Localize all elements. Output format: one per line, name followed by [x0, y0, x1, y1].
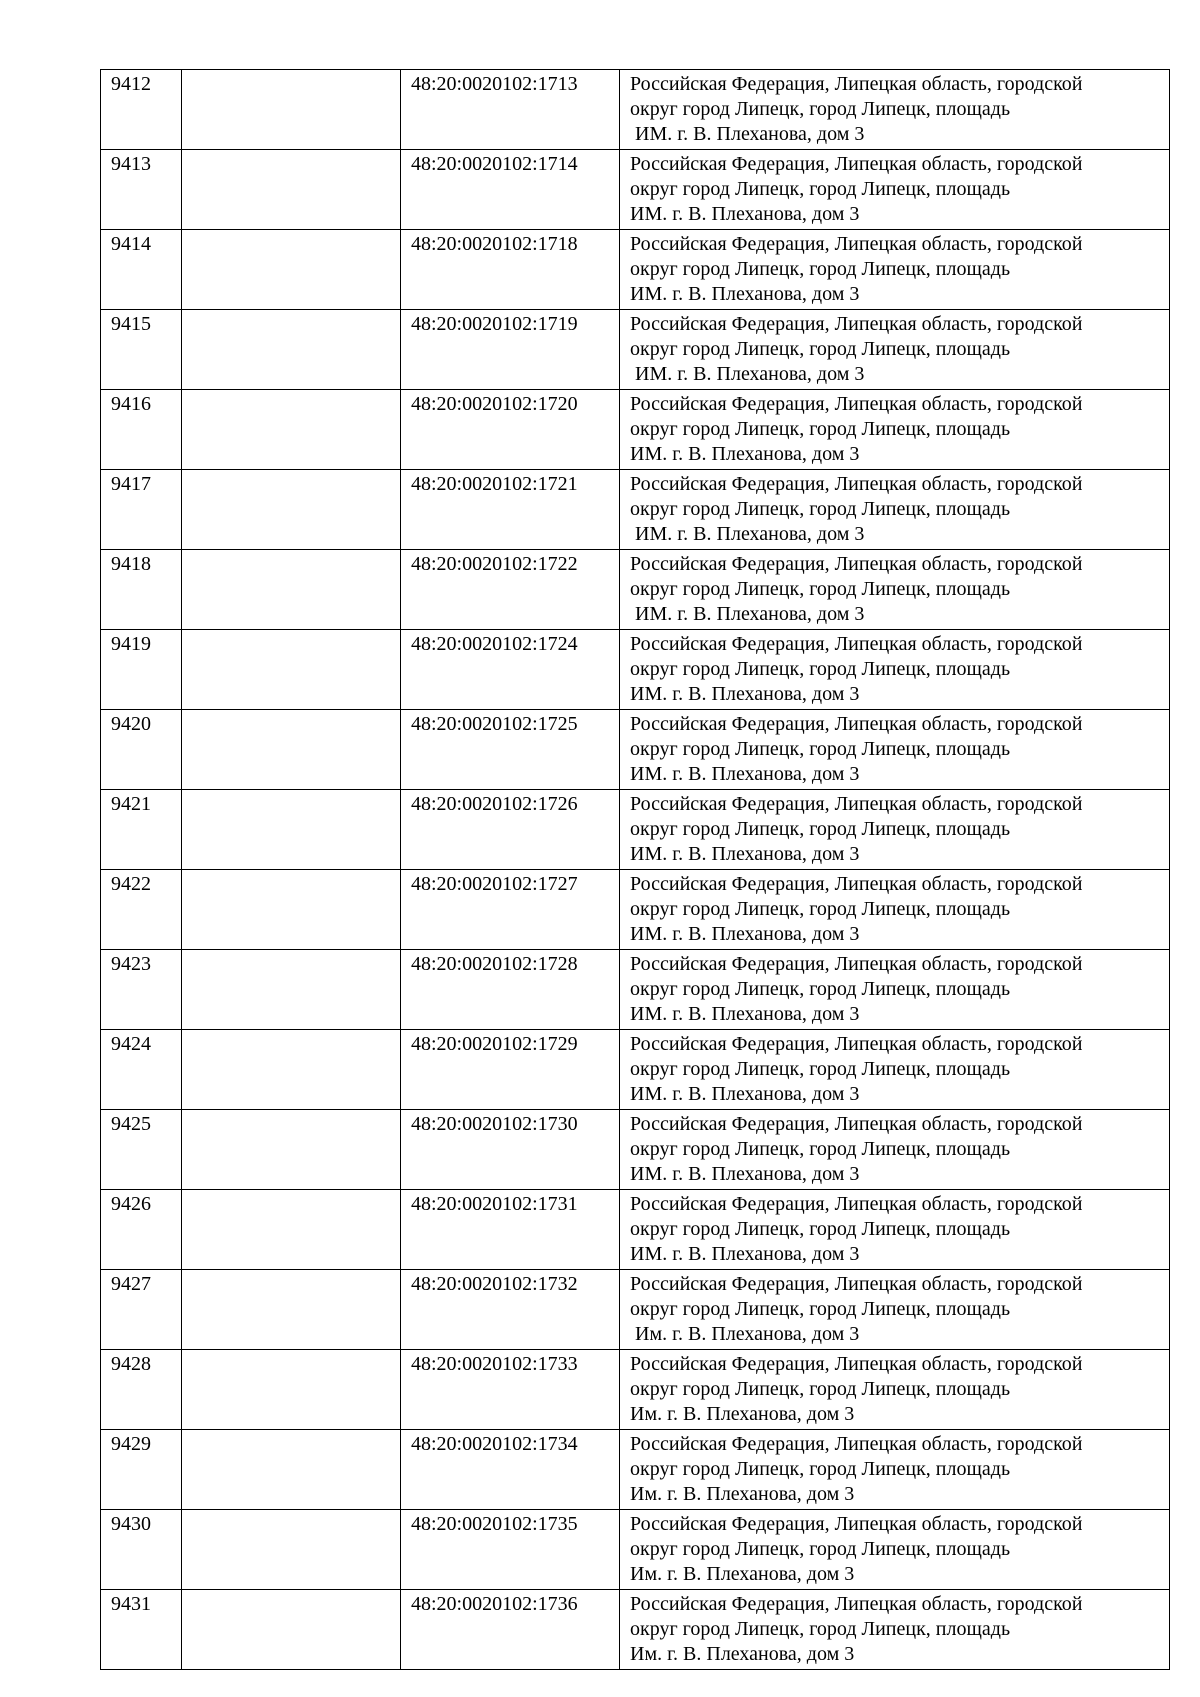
address-cell: [620, 630, 1170, 710]
address-line: ИМ. г. В. Плеханова, дом 3: [630, 1163, 860, 1185]
address-line: Российская Федерация, Липецкая область, городской: [630, 393, 1083, 415]
address-line: Российская Федерация, Липецкая область, городской: [630, 873, 1083, 895]
row-number-cell: 9425: [101, 1110, 182, 1190]
owner-cell: [182, 550, 401, 630]
address-line: Российская Федерация, Липецкая область, городской: [630, 1513, 1083, 1535]
address-line: ИМ. г. В. Плеханова, дом 3: [630, 923, 860, 945]
row-number-cell: 9413: [101, 150, 182, 230]
address-cell: [620, 870, 1170, 950]
address-line: ИМ. г. В. Плеханова, дом 3: [630, 443, 860, 465]
table-row: [101, 630, 1170, 710]
row-number-cell: 9421: [101, 790, 182, 870]
address-line: Им. г. В. Плеханова, дом 3: [635, 1323, 860, 1345]
address-line: округ город Липецк, город Липецк, площадь: [630, 1218, 1011, 1240]
table-row: [101, 1110, 1170, 1190]
address-line: Российская Федерация, Липецкая область, городской: [630, 73, 1083, 95]
address-line: округ город Липецк, город Липецк, площадь: [630, 658, 1011, 680]
cadastral-number-cell: 48:20:0020102:1732: [401, 1270, 620, 1350]
address-line: Российская Федерация, Липецкая область, городской: [630, 713, 1083, 735]
address-line: Российская Федерация, Липецкая область, городской: [630, 1353, 1083, 1375]
owner-cell: [182, 1030, 401, 1110]
owner-cell: [182, 1190, 401, 1270]
cadastral-number-cell: 48:20:0020102:1734: [401, 1430, 620, 1510]
address-line: ИМ. г. В. Плеханова, дом 3: [630, 843, 860, 865]
owner-cell: [182, 870, 401, 950]
address-line: округ город Липецк, город Липецк, площадь: [630, 578, 1011, 600]
address-line: ИМ. г. В. Плеханова, дом 3: [635, 523, 865, 545]
row-number-cell: 9416: [101, 390, 182, 470]
owner-cell: [182, 1110, 401, 1190]
row-number-cell: 9428: [101, 1350, 182, 1430]
address-cell: [620, 1270, 1170, 1350]
address-line: Российская Федерация, Липецкая область, городской: [630, 793, 1083, 815]
address-line: округ город Липецк, город Липецк, площадь: [630, 898, 1011, 920]
address-line: Им. г. В. Плеханова, дом 3: [630, 1483, 855, 1505]
table-row: [101, 1350, 1170, 1430]
address-line: округ город Липецк, город Липецк, площадь: [630, 258, 1011, 280]
cadastral-number-cell: 48:20:0020102:1720: [401, 390, 620, 470]
address-cell: [620, 1030, 1170, 1110]
table-row: [101, 230, 1170, 310]
address-line: ИМ. г. В. Плеханова, дом 3: [630, 283, 860, 305]
owner-cell: [182, 150, 401, 230]
address-line: Российская Федерация, Липецкая область, городской: [630, 153, 1083, 175]
address-cell: [620, 70, 1170, 150]
address-line: Российская Федерация, Липецкая область, городской: [630, 1273, 1083, 1295]
address-line: ИМ. г. В. Плеханова, дом 3: [630, 1243, 860, 1265]
address-cell: [620, 1510, 1170, 1590]
address-line: Российская Федерация, Липецкая область, городской: [630, 1033, 1083, 1055]
owner-cell: [182, 390, 401, 470]
address-cell: [620, 390, 1170, 470]
address-line: округ город Липецк, город Липецк, площадь: [630, 738, 1011, 760]
owner-cell: [182, 310, 401, 390]
row-number-cell: 9414: [101, 230, 182, 310]
owner-cell: [182, 950, 401, 1030]
table-row: [101, 1270, 1170, 1350]
cadastral-number-cell: 48:20:0020102:1733: [401, 1350, 620, 1430]
address-cell: [620, 1590, 1170, 1670]
row-number-cell: 9417: [101, 470, 182, 550]
address-cell: [620, 150, 1170, 230]
owner-cell: [182, 710, 401, 790]
address-line: округ город Липецк, город Липецк, площадь: [630, 1538, 1011, 1560]
address-line: ИМ. г. В. Плеханова, дом 3: [630, 1003, 860, 1025]
owner-cell: [182, 1270, 401, 1350]
address-line: ИМ. г. В. Плеханова, дом 3: [635, 363, 865, 385]
cadastral-number-cell: 48:20:0020102:1731: [401, 1190, 620, 1270]
address-line: округ город Липецк, город Липецк, площадь: [630, 1138, 1011, 1160]
owner-cell: [182, 70, 401, 150]
row-number-cell: 9426: [101, 1190, 182, 1270]
address-cell: [620, 470, 1170, 550]
address-line: Российская Федерация, Липецкая область, городской: [630, 633, 1083, 655]
address-line: Российская Федерация, Липецкая область, городской: [630, 553, 1083, 575]
table-row: [101, 1190, 1170, 1270]
address-cell: [620, 710, 1170, 790]
cadastral-number-cell: 48:20:0020102:1730: [401, 1110, 620, 1190]
table-row: [101, 870, 1170, 950]
address-line: округ город Липецк, город Липецк, площадь: [630, 1058, 1011, 1080]
row-number-cell: 9430: [101, 1510, 182, 1590]
cadastral-number-cell: 48:20:0020102:1736: [401, 1590, 620, 1670]
address-line: Российская Федерация, Липецкая область, городской: [630, 313, 1083, 335]
row-number-cell: 9429: [101, 1430, 182, 1510]
address-line: Российская Федерация, Липецкая область, городской: [630, 1593, 1083, 1615]
table-row: [101, 1030, 1170, 1110]
address-line: Российская Федерация, Липецкая область, городской: [630, 1193, 1083, 1215]
owner-cell: [182, 230, 401, 310]
row-number-cell: 9427: [101, 1270, 182, 1350]
address-line: ИМ. г. В. Плеханова, дом 3: [635, 123, 865, 145]
cadastral-number-cell: 48:20:0020102:1722: [401, 550, 620, 630]
address-cell: [620, 790, 1170, 870]
row-number-cell: 9431: [101, 1590, 182, 1670]
address-line: Им. г. В. Плеханова, дом 3: [630, 1563, 855, 1585]
row-number-cell: 9415: [101, 310, 182, 390]
address-line: ИМ. г. В. Плеханова, дом 3: [630, 203, 860, 225]
cadastral-number-cell: 48:20:0020102:1713: [401, 70, 620, 150]
address-line: округ город Липецк, город Липецк, площадь: [630, 418, 1011, 440]
address-line: ИМ. г. В. Плеханова, дом 3: [630, 683, 860, 705]
cadastral-number-cell: 48:20:0020102:1729: [401, 1030, 620, 1110]
row-number-cell: 9419: [101, 630, 182, 710]
cadastral-number-cell: 48:20:0020102:1721: [401, 470, 620, 550]
address-line: округ город Липецк, город Липецк, площадь: [630, 98, 1011, 120]
row-number-cell: 9424: [101, 1030, 182, 1110]
address-line: округ город Липецк, город Липецк, площадь: [630, 1378, 1011, 1400]
table-row: [101, 390, 1170, 470]
owner-cell: [182, 1350, 401, 1430]
address-line: ИМ. г. В. Плеханова, дом 3: [630, 763, 860, 785]
cadastral-number-cell: 48:20:0020102:1735: [401, 1510, 620, 1590]
address-line: Российская Федерация, Липецкая область, городской: [630, 1113, 1083, 1135]
address-line: Им. г. В. Плеханова, дом 3: [630, 1403, 855, 1425]
address-line: округ город Липецк, город Липецк, площадь: [630, 498, 1011, 520]
address-cell: [620, 950, 1170, 1030]
address-line: округ город Липецк, город Липецк, площадь: [630, 978, 1011, 1000]
owner-cell: [182, 630, 401, 710]
table-row: [101, 310, 1170, 390]
cadastral-number-cell: 48:20:0020102:1725: [401, 710, 620, 790]
address-cell: [620, 1190, 1170, 1270]
row-number-cell: 9418: [101, 550, 182, 630]
owner-cell: [182, 1430, 401, 1510]
row-number-cell: 9422: [101, 870, 182, 950]
address-line: округ город Липецк, город Липецк, площадь: [630, 1458, 1011, 1480]
owner-cell: [182, 1590, 401, 1670]
owner-cell: [182, 790, 401, 870]
cadastral-number-cell: 48:20:0020102:1719: [401, 310, 620, 390]
address-line: Им. г. В. Плеханова, дом 3: [630, 1643, 855, 1665]
table-body: [101, 70, 1170, 1670]
owner-cell: [182, 470, 401, 550]
address-line: Российская Федерация, Липецкая область, городской: [630, 953, 1083, 975]
address-line: округ город Липецк, город Липецк, площадь: [630, 1618, 1011, 1640]
address-line: Российская Федерация, Липецкая область, городской: [630, 233, 1083, 255]
table-row: [101, 1430, 1170, 1510]
address-line: округ город Липецк, город Липецк, площадь: [630, 1298, 1011, 1320]
table-row: [101, 790, 1170, 870]
address-line: ИМ. г. В. Плеханова, дом 3: [630, 1083, 860, 1105]
cadastral-number-cell: 48:20:0020102:1727: [401, 870, 620, 950]
property-table: [100, 69, 1170, 1670]
address-line: округ город Липецк, город Липецк, площадь: [630, 338, 1011, 360]
address-cell: [620, 1350, 1170, 1430]
address-line: округ город Липецк, город Липецк, площадь: [630, 818, 1011, 840]
table-row: [101, 550, 1170, 630]
address-line: Российская Федерация, Липецкая область, городской: [630, 473, 1083, 495]
address-cell: [620, 230, 1170, 310]
table-row: [101, 950, 1170, 1030]
address-cell: [620, 1110, 1170, 1190]
table-row: [101, 70, 1170, 150]
cadastral-number-cell: 48:20:0020102:1726: [401, 790, 620, 870]
table-row: [101, 710, 1170, 790]
cadastral-number-cell: 48:20:0020102:1728: [401, 950, 620, 1030]
address-line: округ город Липецк, город Липецк, площадь: [630, 178, 1011, 200]
row-number-cell: 9420: [101, 710, 182, 790]
table-row: [101, 150, 1170, 230]
row-number-cell: 9412: [101, 70, 182, 150]
address-cell: [620, 550, 1170, 630]
address-cell: [620, 1430, 1170, 1510]
table-row: [101, 1590, 1170, 1670]
address-line: Российская Федерация, Липецкая область, городской: [630, 1433, 1083, 1455]
cadastral-number-cell: 48:20:0020102:1724: [401, 630, 620, 710]
row-number-cell: 9423: [101, 950, 182, 1030]
owner-cell: [182, 1510, 401, 1590]
address-cell: [620, 310, 1170, 390]
cadastral-number-cell: 48:20:0020102:1718: [401, 230, 620, 310]
table-row: [101, 470, 1170, 550]
address-line: ИМ. г. В. Плеханова, дом 3: [635, 603, 865, 625]
cadastral-number-cell: 48:20:0020102:1714: [401, 150, 620, 230]
table-row: [101, 1510, 1170, 1590]
